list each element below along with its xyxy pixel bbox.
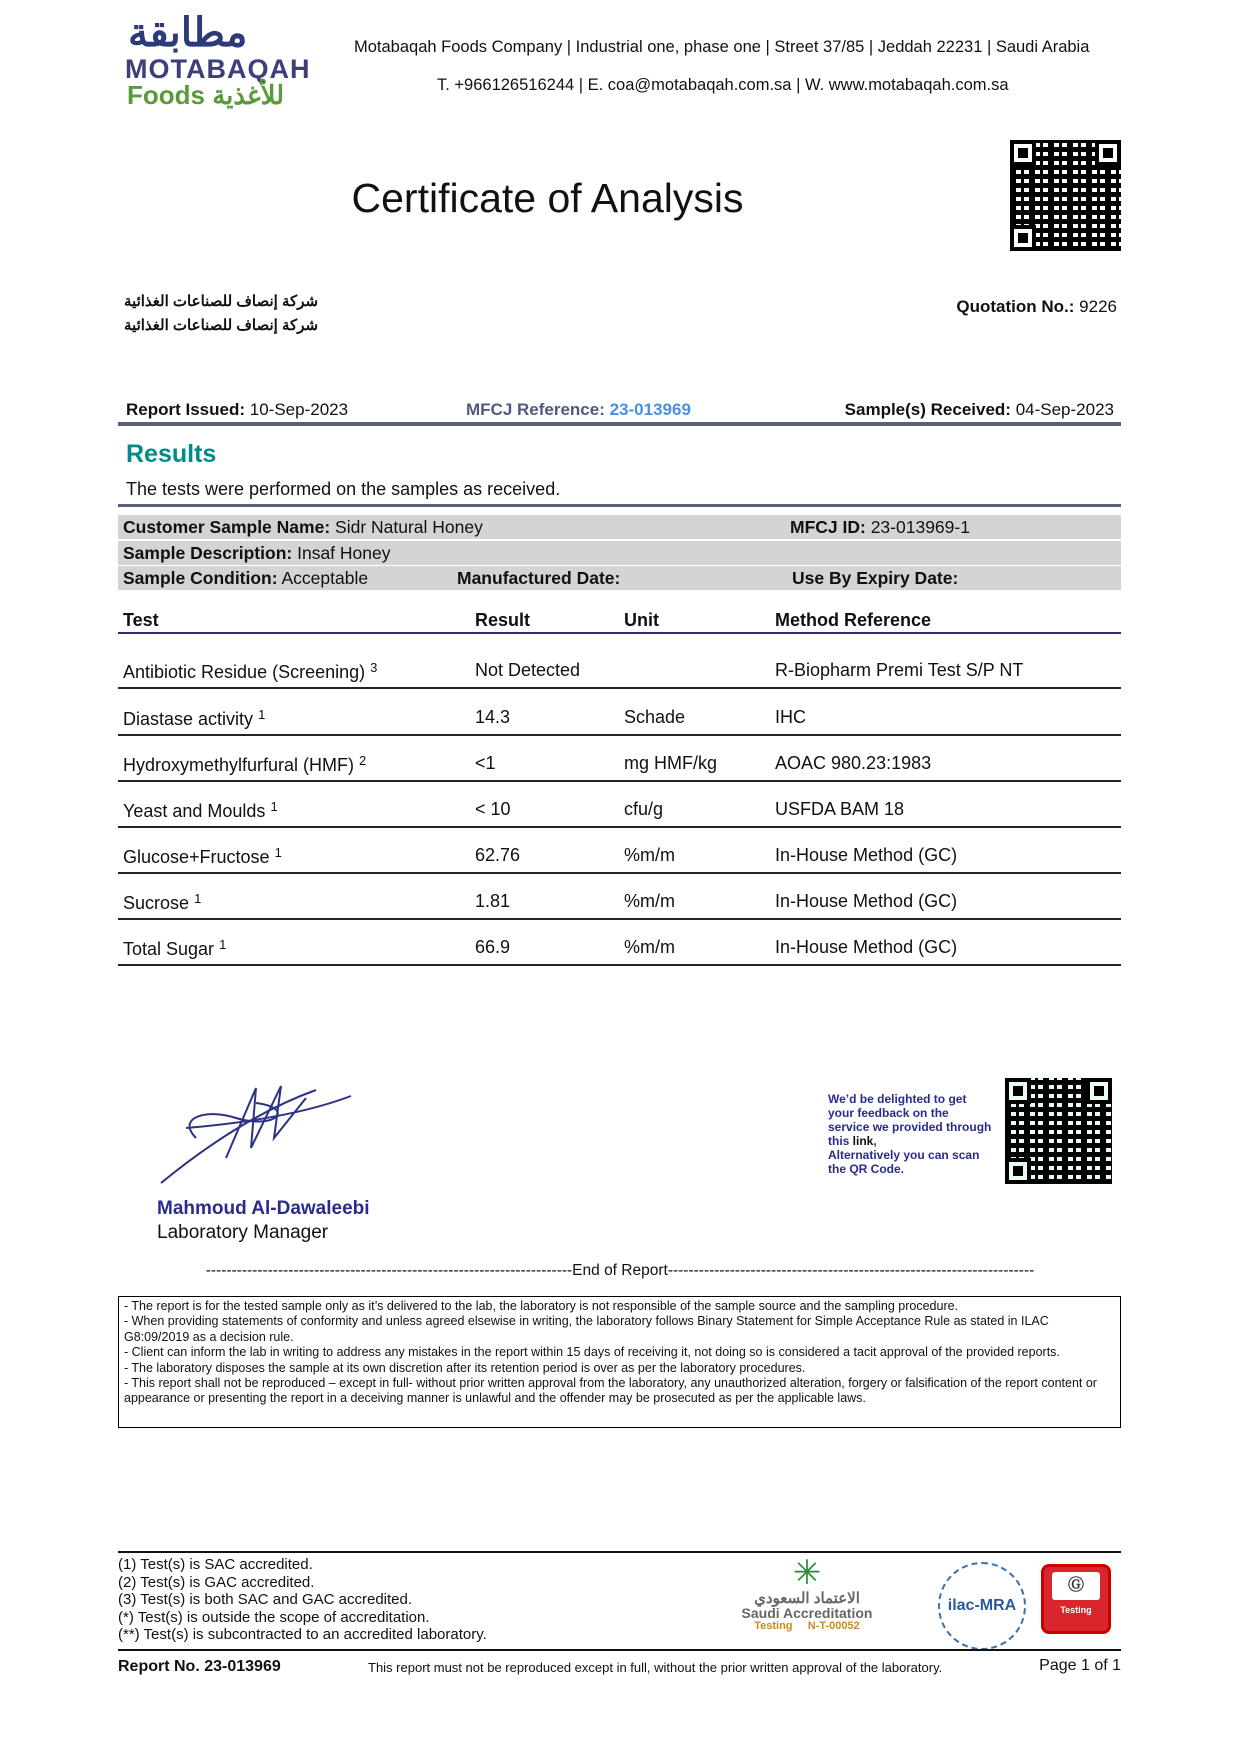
cell-unit: %m/m <box>624 937 675 957</box>
cell-test: Antibiotic Residue (Screening) $^3$ <box>123 660 378 682</box>
divider <box>118 632 1121 634</box>
cell-test: Yeast and Moulds $^1$ <box>123 799 278 821</box>
cell-method: In-House Method (GC) <box>775 845 958 865</box>
client-name-line1: شركة إنصاف للصناعات الغذائية <box>124 293 319 310</box>
signatory-role: Laboratory Manager <box>157 1222 329 1243</box>
row-divider <box>118 734 1121 736</box>
row-divider <box>118 964 1121 966</box>
footnotes: (1) Test(s) is SAC accredited. (2) Test(s) is GAC accredited. (3) Test(s) is both SAC and GAC accredited. (*) Test(s) is outside the scope of accreditation. (**) Test(s) is subcontracted to an accredited laboratory. <box>118 1556 487 1643</box>
row-divider <box>118 872 1121 874</box>
page-number: Page 1 of 1 <box>1039 1657 1121 1674</box>
results-note: The tests were performed on the samples as received. <box>126 479 561 499</box>
feedback-link[interactable]: link <box>852 1134 874 1148</box>
mfcj-reference: MFCJ Reference: 23-013969 <box>466 400 691 419</box>
end-of-report: -----------------------------------------------------------------------End of Report----------------------------------------------------------------------- <box>205 1262 1035 1279</box>
company-address: Motabaqah Foods Company | Industrial one, phase one | Street 37/85 | Jeddah 22231 | Saudi Arabia <box>354 38 1090 56</box>
feedback-qr-code[interactable] <box>1005 1078 1112 1184</box>
logo-foods: Foods للأغذية <box>127 80 285 110</box>
sac-logo: ✳ الاعتماد السعودي Saudi Accreditation Testing N-T-00052 <box>741 1554 873 1632</box>
col-method: Method Reference <box>775 610 932 630</box>
report-issued: Report Issued: 10-Sep-2023 <box>126 400 349 419</box>
cell-unit: Schade <box>624 707 686 727</box>
row-divider <box>118 687 1121 689</box>
accreditation-note: 1 <box>194 891 202 906</box>
cell-test: Glucose+Fructose $^1$ <box>123 845 282 867</box>
gac-logo: Ⓖ Testing <box>1041 1564 1111 1634</box>
company-contact: T. +966126516244 | E. coa@motabaqah.com.sa | W. www.motabaqah.com.sa <box>437 76 1009 94</box>
cell-result: 14.3 <box>475 707 511 727</box>
client-name-line2: شركة إنصاف للصناعات الغذائية <box>124 317 319 334</box>
row-divider <box>118 780 1121 782</box>
cell-method: IHC <box>775 707 806 727</box>
results-heading: Results <box>126 440 217 468</box>
cell-unit: %m/m <box>624 891 675 911</box>
sample-condition-row: Sample Condition: Acceptable Manufactured Date: Use By Expiry Date: <box>118 566 1121 591</box>
cell-result: <1 <box>475 753 496 773</box>
divider <box>118 504 1121 507</box>
ilac-mra-logo: ilac-MRA <box>938 1562 1026 1650</box>
accreditation-note: 1 <box>274 845 282 860</box>
cell-result: 62.76 <box>475 845 521 865</box>
signature <box>156 1078 356 1188</box>
accreditation-note: 1 <box>219 937 227 952</box>
cell-method: R-Biopharm Premi Test S/P NT <box>775 660 1024 680</box>
cell-result: 1.81 <box>475 891 511 911</box>
cell-test: Total Sugar $^1$ <box>123 937 227 959</box>
page-title: Certificate of Analysis <box>351 175 744 221</box>
cell-test: Diastase activity $^1$ <box>123 707 266 729</box>
sample-description-row: Sample Description: Insaf Honey <box>118 541 1121 566</box>
quotation-number: Quotation No.: 9226 <box>956 297 1117 316</box>
col-result: Result <box>475 610 531 630</box>
divider <box>118 1551 1121 1553</box>
cell-method: USFDA BAM 18 <box>775 799 905 819</box>
feedback-text: We’d be delighted to get your feedback on the service we provided through this link, Alternatively you can scan the QR Code. <box>828 1092 992 1176</box>
logo-arabic: مطابقة <box>128 11 248 55</box>
row-divider <box>118 826 1121 828</box>
report-number: Report No. 23-013969 <box>118 1658 281 1675</box>
divider <box>118 1649 1121 1651</box>
cell-result: Not Detected <box>475 660 581 680</box>
row-divider <box>118 918 1121 920</box>
accreditation-note: 3 <box>370 660 378 675</box>
cell-test: Hydroxymethylfurfural (HMF) $^2$ <box>123 753 367 775</box>
col-unit: Unit <box>624 610 659 630</box>
cell-method: AOAC 980.23:1983 <box>775 753 932 773</box>
qr-code <box>1010 140 1121 251</box>
divider <box>118 422 1121 426</box>
cell-unit: mg HMF/kg <box>624 753 718 773</box>
cell-result: 66.9 <box>475 937 511 957</box>
reproduction-notice: This report must not be reproduced except in full, without the prior written approval of the laboratory. <box>368 1660 943 1675</box>
cell-method: In-House Method (GC) <box>775 937 958 957</box>
sample-name-row: Customer Sample Name: Sidr Natural Honey MFCJ ID: 23-013969-1 <box>118 515 1121 540</box>
logo-english: MOTABAQAH <box>125 54 311 84</box>
cell-unit: %m/m <box>624 845 675 865</box>
accreditation-note: 2 <box>359 753 367 768</box>
accreditation-note: 1 <box>270 799 278 814</box>
col-test: Test <box>123 610 159 630</box>
samples-received: Sample(s) Received: 04-Sep-2023 <box>844 400 1114 419</box>
cell-result: < 10 <box>475 799 511 819</box>
signatory-name: Mahmoud Al-Dawaleebi <box>157 1198 370 1219</box>
accreditation-note: 1 <box>258 707 266 722</box>
disclaimer-box: - The report is for the tested sample only as it’s delivered to the lab, the laboratory is not responsible of the sample source and the sampling procedure. - When providing statements of conformity and unless agreed elsewise in writing, the laboratory follows Binary Statement for Simple Acceptance Rule as stated in ILAC G8:09/2019 as a decision rule. - Client can inform the lab in writing to address any mistakes in the report within 15 days of receiving it, not doing so is considered a tacit approval of the provided reports. - The laboratory disposes the sample at its own discretion after its retention period is over as per the laboratory procedures. - This report shall not be reproduced – except in full- without prior written approval from the laboratory, any unauthorized alteration, forgery or falsification of the report content or appearance or presenting the report in a deceiving manner is unlawful and the offender may be prosecuted as per the applicable laws. <box>118 1296 1121 1428</box>
cell-test: Sucrose $^1$ <box>123 891 202 913</box>
cell-method: In-House Method (GC) <box>775 891 958 911</box>
cell-unit: cfu/g <box>624 799 664 819</box>
